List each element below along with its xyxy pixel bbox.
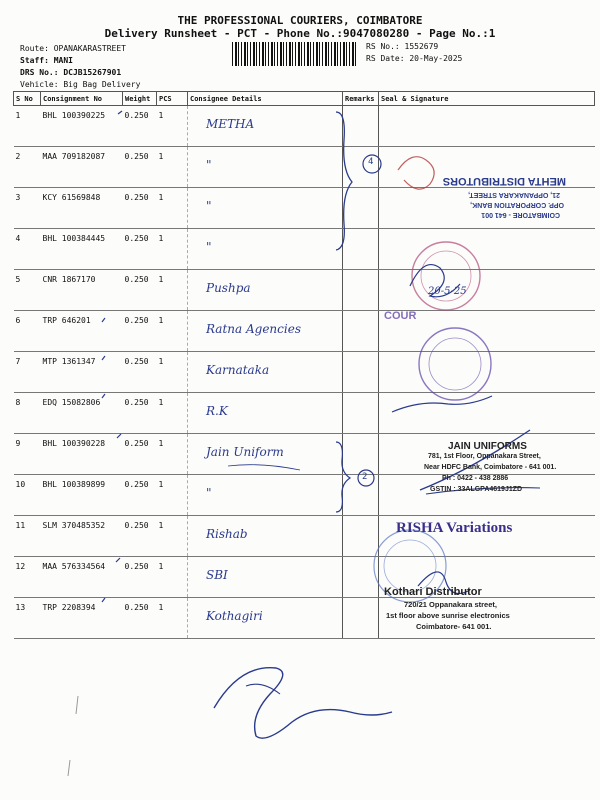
consignment-cell: BHL 100384445: [41, 229, 123, 270]
pcs-cell: 1: [157, 147, 188, 188]
tick-mark: [102, 318, 105, 322]
staff-label: Staff: MANI: [20, 56, 73, 65]
pcs-cell: 1: [157, 475, 188, 516]
pcs-cell: 1: [157, 352, 188, 393]
pcs-cell: 1: [157, 311, 188, 352]
round-stamp-violet: [419, 328, 491, 400]
consignment-cell: BHL 100389899: [41, 475, 123, 516]
pcs-cell: 1: [157, 270, 188, 311]
sno-cell: 2: [14, 147, 41, 188]
weight-cell: 0.250: [123, 229, 157, 270]
col-consignee: Consignee Details: [188, 92, 343, 106]
weight-cell: 0.250: [123, 352, 157, 393]
weight-cell: 0.250: [123, 188, 157, 229]
sno-cell: 12: [14, 557, 41, 598]
sno-cell: 4: [14, 229, 41, 270]
consignee-handwriting: METHA: [206, 117, 255, 131]
consignment-cell: CNR 1867170: [41, 270, 123, 311]
consignment-cell: MAA 576334564: [41, 557, 123, 598]
consignee-handwriting: ": [206, 240, 212, 254]
sno-cell: 9: [14, 434, 41, 475]
col-remarks: Remarks: [343, 92, 379, 106]
count-1: 4: [368, 157, 374, 167]
consignment-cell: EDQ 15082806: [41, 393, 123, 434]
sno-cell: 11: [14, 516, 41, 557]
company-title: THE PROFESSIONAL COURIERS, COIMBATORE: [177, 14, 423, 27]
tick-mark: [102, 598, 105, 602]
sno-cell: 3: [14, 188, 41, 229]
consignment-cell: SLM 370485352: [41, 516, 123, 557]
consignee-handwriting: Rishab: [206, 527, 248, 541]
col-weight: Weight: [123, 92, 157, 106]
sno-cell: 13: [14, 598, 41, 639]
stamp-mehta: COIMBATORE - 641 001 OPP. CORPORATION BANK, 21, OPPANAKARA STREET, MEHTA DISTRIBUTORS: [442, 175, 566, 218]
signature-row-8: [392, 396, 492, 412]
consignee-handwriting: R.K: [206, 404, 228, 418]
consignee-handwriting: ": [206, 199, 212, 213]
pcs-cell: 1: [157, 516, 188, 557]
drs-label: DRS No.: DCJB15267901: [20, 68, 122, 77]
weight-cell: 0.250: [123, 598, 157, 639]
pcs-cell: 1: [157, 434, 188, 475]
pcs-cell: 1: [157, 188, 188, 229]
tick-mark: [116, 558, 120, 562]
consignment-cell: BHL 100390228: [41, 434, 123, 475]
consignee-handwriting: Kothagiri: [206, 609, 263, 623]
consignee-handwriting: ": [206, 486, 212, 500]
round-stamp-violet-inner: [429, 338, 481, 390]
weight-cell: 0.250: [123, 147, 157, 188]
bottom-signature: [214, 668, 392, 738]
weight-cell: 0.250: [123, 434, 157, 475]
sno-cell: 10: [14, 475, 41, 516]
consignee-underline: [228, 465, 300, 470]
weight-cell: 0.250: [123, 516, 157, 557]
rs-date-label: RS Date: 20-May-2025: [366, 54, 463, 63]
brace-group-2: [336, 442, 350, 512]
col-pcs: PCS: [157, 92, 188, 106]
col-sno: S No: [14, 92, 41, 106]
weight-cell: 0.250: [123, 311, 157, 352]
vehicle-label: Vehicle: Big Bag Delivery: [20, 80, 141, 89]
weight-cell: 0.250: [123, 270, 157, 311]
consignment-cell: BHL 100390225: [41, 106, 123, 147]
sno-cell: 6: [14, 311, 41, 352]
courier-stamp: COUR: [384, 310, 417, 322]
consignment-cell: TRP 646201: [41, 311, 123, 352]
sno-cell: 8: [14, 393, 41, 434]
weight-cell: 0.250: [123, 557, 157, 598]
consignee-handwriting: SBI: [206, 568, 228, 582]
consignment-cell: KCY 61569848: [41, 188, 123, 229]
sno-cell: 7: [14, 352, 41, 393]
stray-mark: [68, 696, 78, 776]
count-2: 2: [362, 472, 368, 482]
consignee-handwriting: ": [206, 158, 212, 172]
rs-no-label: RS No.: 1552679: [366, 42, 439, 51]
consignee-handwriting: Jain Uniform: [206, 445, 284, 459]
consignment-cell: MAA 709182087: [41, 147, 123, 188]
weight-cell: 0.250: [123, 393, 157, 434]
pcs-cell: 1: [157, 598, 188, 639]
pcs-cell: 1: [157, 106, 188, 147]
round-stamp-pink: [412, 242, 480, 310]
col-consignment: Consignment No: [41, 92, 123, 106]
weight-cell: 0.250: [123, 106, 157, 147]
pcs-cell: 1: [157, 229, 188, 270]
runsheet-subtitle: Delivery Runsheet - PCT - Phone No.:9047080280 - Page No.:1: [104, 27, 496, 40]
route-label: Route: OPANAKARASTREET: [20, 44, 126, 53]
consignment-cell: TRP 2208394: [41, 598, 123, 639]
consignment-cell: MTP 1361347: [41, 352, 123, 393]
pcs-cell: 1: [157, 393, 188, 434]
round-stamp-blue-inner: [384, 540, 436, 592]
col-seal: Seal & Signature: [379, 92, 595, 106]
tick-mark: [118, 111, 122, 114]
tick-mark: [102, 356, 105, 360]
tick-mark: [117, 434, 121, 438]
consignee-handwriting: Pushpa: [206, 281, 251, 295]
consignee-handwriting: Ratna Agencies: [206, 322, 301, 336]
sno-cell: 5: [14, 270, 41, 311]
consignee-handwriting: Karnataka: [206, 363, 270, 377]
stamp-rishab: RISHA Variations: [396, 520, 513, 536]
weight-cell: 0.250: [123, 475, 157, 516]
date-scribble: 20-5-25: [428, 286, 467, 297]
tick-mark: [102, 394, 105, 398]
brace-group-1: [336, 112, 352, 250]
sno-cell: 1: [14, 106, 41, 147]
pcs-cell: 1: [157, 557, 188, 598]
